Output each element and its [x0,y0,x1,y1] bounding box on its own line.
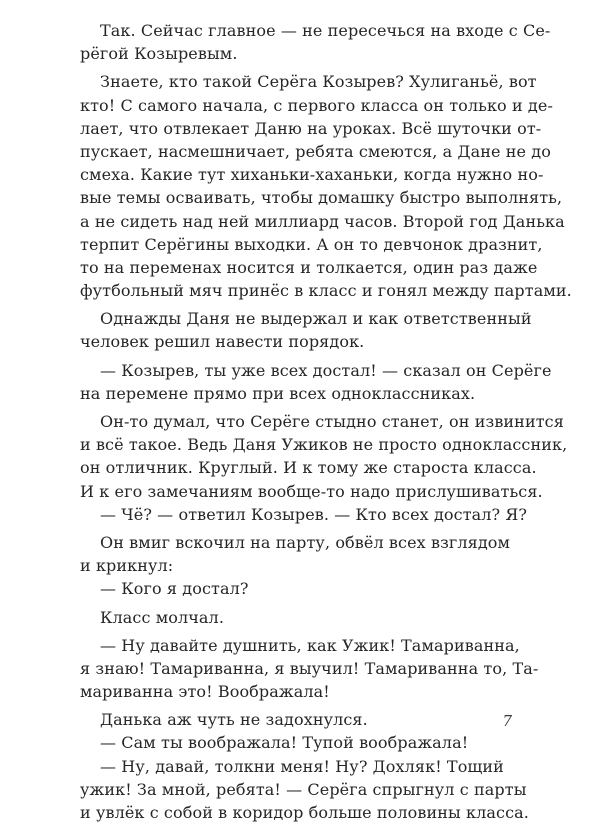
text-line: — Козырев, ты уже всех достал! — сказал он Серёге [100,360,552,380]
text-line: Так. Сейчас главное — не пересечься на входе с Се- [100,21,551,40]
text-line: Знаете, кто такой Серёга Козырев? Хулиганьё, вот [100,72,537,92]
text-line: — Ну давайте душнить, как Ужик! Тамариванна, [100,635,520,655]
text-line: — Кого я достал? [100,579,249,599]
text-line: ужик! За мной, ребята! — Серёга спрыгнул с парты [80,779,527,799]
text-line: — Ну, давай, толкни меня! Ну? Дохляк! Тощий [100,756,504,776]
text-line: И к его замечаниям вообще-то надо прислушиваться. [80,481,543,501]
text-line: Класс молчал. [100,607,225,627]
page-body-text [80,19,580,824]
text-line: кто! С самого начала, с первого класса он только и де- [80,95,553,115]
text-line: и крикнул: [80,556,174,576]
text-line: и всё такое. Ведь Даня Ужиков не просто одноклассник, [80,435,568,455]
text-line: смеха. Какие тут хиханьки-хаханьки, когда нужно но- [80,165,544,185]
text-line: футбольный мяч принёс в класс и гонял между партами. [80,281,572,301]
text-line: он отличник. Круглый. И к тому же староста класса. [80,458,537,478]
text-line: рёгой Козыревым. [80,44,238,64]
text-line: а не сидеть над ней миллиард часов. Второй год Данька [80,211,565,231]
text-line: то на переменах носится и толкается, один раз даже [80,257,538,277]
text-line: человек решил навести порядок. [80,332,365,352]
text-line: и увлёк с собой в коридор больше половины класса. [80,803,529,822]
text-line: я знаю! Тамариванна, я выучил! Тамариванна то, Та- [80,658,539,678]
page-number: 7 [502,712,512,730]
text-line: Однажды Даня не выдержал и как ответственный [100,309,532,329]
text-line: Он вмиг вскочил на парту, обвёл всех взглядом [100,532,511,552]
text-line: вые темы осваивать, чтобы домашку быстро выполнять, [80,188,563,208]
text-line: пускает, насмешничает, ребята смеются, а Дане не до [80,141,551,161]
text-line: терпит Серёгины выходки. А он то девчонок дразнит, [80,234,543,254]
text-line: — Сам ты воображала! Тупой воображала! [100,733,469,753]
text-line: мариванна это! Воображала! [80,682,330,702]
text-line: Он-то думал, что Серёге стыдно станет, он извинится [100,412,564,431]
text-line: Данька аж чуть не задохнулся. [100,710,368,730]
text-line: лает, что отвлекает Даню на уроках. Всё шуточки от- [80,118,542,138]
text-line: — Чё? — ответил Козырев. — Кто всех достал? Я? [100,504,528,524]
text-line: на перемене прямо при всех одноклассниках. [80,383,476,403]
